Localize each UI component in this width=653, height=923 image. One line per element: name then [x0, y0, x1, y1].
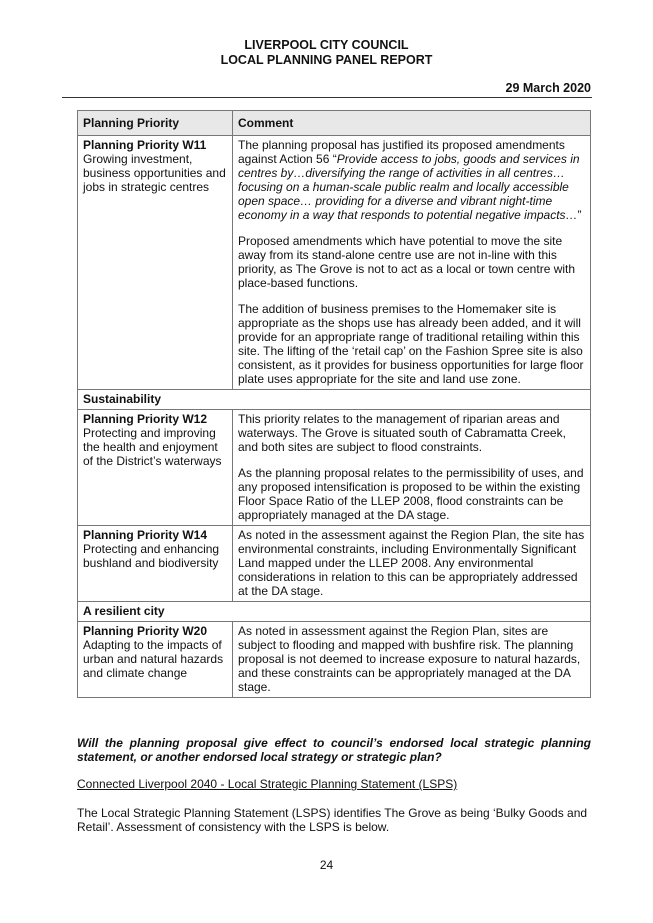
priority-description: Adapting to the impacts of urban and natural hazards and climate change [83, 638, 224, 680]
column-header-comment: Comment [233, 111, 591, 136]
priority-description: Protecting and enhancing bushland and biodiversity [83, 542, 220, 570]
comment-text: The planning proposal has justified its proposed amendments against Action 56 “ [238, 138, 565, 166]
table-row [78, 136, 591, 390]
quote-close: ” [577, 208, 582, 222]
comment-paragraph: As the planning proposal relates to the permissibility of uses, and any proposed intensification is proposed to be within the existing Floor Space Ratio of the LLEP 2008, flood constraints can be appropriately managed at the DA stage. [238, 466, 584, 522]
table-row [78, 622, 591, 698]
priority-cell [78, 410, 233, 526]
comment-cell [233, 622, 591, 698]
comment-paragraph: As noted in the assessment against the Region Plan, the site has environmental constraints, including Environmentally Significant Land mapped under the LLEP 2008. Any environmental considerations in relation to this can be appropriately addressed at the DA stage. [238, 528, 585, 598]
table-row [78, 526, 591, 602]
priority-cell [78, 136, 233, 390]
comment-paragraph: As noted in assessment against the Region Plan, sites are subject to flooding and mapped with bushfire risk. The planning proposal is not deemed to increase exposure to natural hazards, and these constraints can be appropriately managed at the DA stage. [238, 624, 581, 694]
priority-description: Protecting and improving the health and enjoyment of the District’s waterways [83, 426, 222, 468]
table-header-row [78, 111, 591, 136]
report-date: 29 March 2020 [505, 81, 591, 95]
header-divider [62, 97, 592, 98]
lsps-paragraph: The Local Strategic Planning Statement (LSPS) identifies The Grove as being ‘Bulky Goods and Retail’. Assessment of consistency with the LSPS is below. [77, 806, 588, 834]
priority-cell [78, 622, 233, 698]
comment-cell [233, 410, 591, 526]
page-number: 24 [319, 858, 334, 872]
lsps-document-link[interactable]: Connected Liverpool 2040 - Local Strategic Planning Statement (LSPS) [77, 777, 458, 791]
section-heading-sustainability: Sustainability [78, 390, 591, 410]
section-row [78, 390, 591, 410]
section-heading-resilient-city: A resilient city [78, 602, 591, 622]
table-row [78, 410, 591, 526]
comment-paragraph: The addition of business premises to the Homemaker site is appropriate as the shops use has already been added, and it will provide for an appropriate range of traditional retailing within this site. The lifting of the ‘retail cap’ on the Fashion Spree site is also consistent, as it provides for business opportunities for large floor plate uses appropriate for the site and land use zone. [238, 302, 584, 386]
priority-name: Planning Priority W11 [83, 138, 207, 152]
priority-name: Planning Priority W14 [83, 528, 208, 542]
comment-cell [233, 526, 591, 602]
comment-cell [233, 136, 591, 390]
report-header [0, 38, 653, 68]
comment-paragraph: Proposed amendments which have potential to move the site away from its stand-alone centre use are not in-line with this priority, as The Grove is not to act as a local or town centre with place-based functions. [238, 234, 576, 290]
section-row [78, 602, 591, 622]
comment-paragraph [238, 138, 585, 222]
priority-name: Planning Priority W20 [83, 624, 208, 638]
priority-description: Growing investment, business opportunities and jobs in strategic centres [83, 152, 226, 194]
assessment-question: Will the planning proposal give effect to council’s endorsed local strategic planning statement, or another endorsed local strategy or strategic plan? [77, 736, 591, 764]
priority-cell [78, 526, 233, 602]
column-header-priority: Planning Priority [78, 111, 233, 136]
action-quote: Provide access to jobs, goods and services in centres by…diversifying the range of activities in all centres… focusing on a human-scale public realm and locally accessible open space… providing for a diverse and vibrant night-time economy in a way that responds to potential negative impacts… [238, 152, 580, 222]
priority-name: Planning Priority W12 [83, 412, 208, 426]
planning-priority-table [77, 110, 591, 698]
report-title: LOCAL PLANNING PANEL REPORT [220, 53, 433, 67]
council-name: LIVERPOOL CITY COUNCIL [244, 38, 409, 52]
comment-paragraph: This priority relates to the management of riparian areas and waterways. The Grove is situated south of Cabramatta Creek, and both sites are subject to flood constraints. [238, 412, 566, 454]
